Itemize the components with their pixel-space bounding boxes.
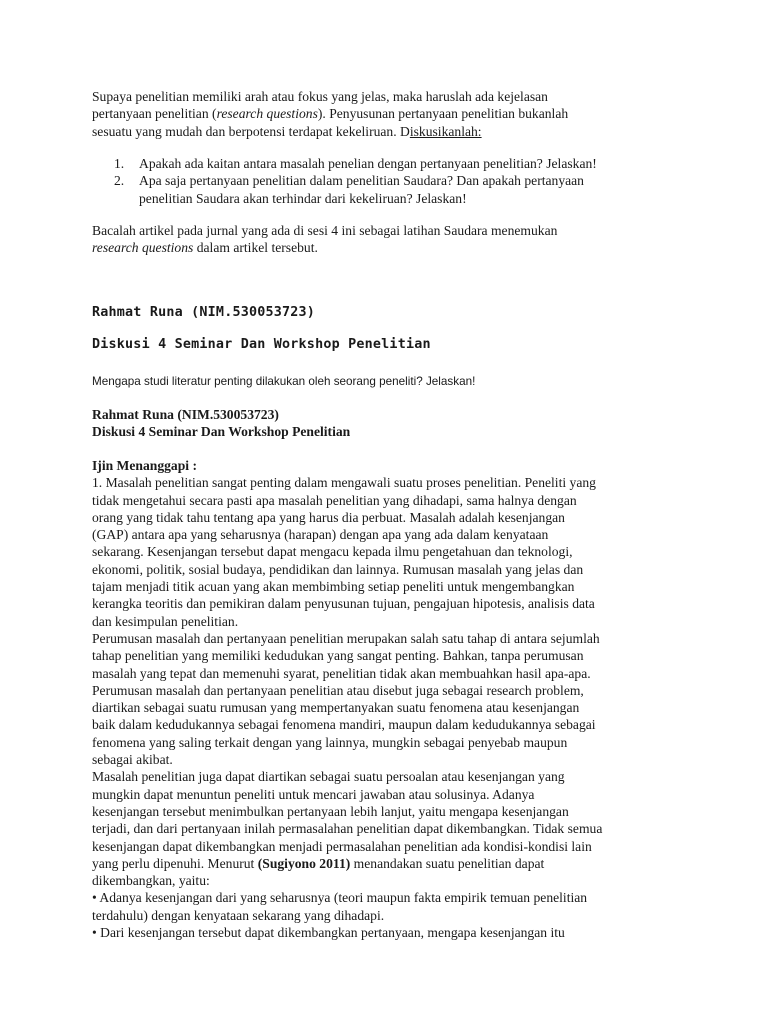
text-line: masalah yang tepat dan memenuhi syarat, penelitian tidak akan membuahkan hasil apa-apa. [92,665,591,681]
text-line: • Adanya kesenjangan dari yang seharusnya (teori maupun fakta empirik temuan penelitian [92,890,588,906]
author-name: Rahmat Runa (NIM.530053723) [92,407,279,422]
text-line: Perumusan masalah dan pertanyaan penelitian atau disebut juga sebagai research problem, [92,682,584,698]
text-line: Perumusan masalah dan pertanyaan penelitian merupakan salah satu tahap di antara sejumlah [92,630,600,646]
list-item-text: Apa saja pertanyaan penelitian dalam penelitian Saudara? Dan apakah pertanyaan [139,173,584,189]
text-line: mungkin dapat menuntun peneliti untuk mencari jawaban atau solusinya. Adanya [92,786,535,802]
reading-line: Bacalah artikel pada jurnal yang ada di sesi 4 ini sebagai latihan Saudara menemukan [92,223,558,238]
citation: (Sugiyono 2011) [257,855,351,871]
text-line: ekonomi, politik, sosial budaya, pendidikan dan lainnya. Rumusan masalah yang jelas dan [92,561,584,577]
text-line: sebagai akibat. [92,752,173,768]
intro-emphasis: research questions [216,106,318,122]
text-line: tidak mengetahui secara pasti apa masalah penelitian yang dihadapi, sama halnya dengan [92,492,577,508]
bullet-item [92,924,672,941]
text-line: Masalah penelitian juga dapat diartikan sebagai suatu persoalan atau kesenjangan yang [92,769,565,785]
text-line: kesenjangan tersebut menimbulkan pertanyaan lebih lanjut, yaitu mengapa kesenjangan [92,803,569,819]
text-line: yang perlu dipenuhi. Menurut [92,855,258,871]
question-list [92,155,672,207]
heading-author: Rahmat Runa (NIM.530053723) [92,305,316,320]
paragraph-2 [92,630,672,768]
intro-line: Supaya penelitian memiliki arah atau fokus yang jelas, maka haruslah ada kejelasan [92,89,548,104]
bullet-item [92,889,672,924]
text-line: 1. Masalah penelitian sangat penting dalam mengawali suatu proses penelitian. Peneliti yang [92,475,596,491]
intro-line: ). Penyusunan pertanyaan penelitian bukanlah [317,106,569,122]
greeting [92,457,672,474]
paragraph-3 [92,768,672,889]
text-line: diartikan sebagai suatu rumusan yang mempertanyakan suatu fenomena atau kesenjangan [92,700,580,716]
text-line: fenomena yang saling terkait dengan yang lainnya, mungkin sebagai penyebab maupun [92,734,568,750]
author-block [92,406,672,441]
list-item-number: 2. [114,173,125,189]
intro-line: sesuatu yang mudah dan berpotensi terdapat kekeliruan. D [92,123,410,139]
intro-paragraph [92,88,672,140]
list-item-text: penelitian Saudara akan terhindar dari kekeliruan? Jelaskan! [139,190,467,206]
text-line: kesenjangan dapat dikembangkan menjadi permasalahan penelitian ada kondisi-kondisi lain [92,838,592,854]
reading-line: dalam artikel tersebut. [193,240,318,256]
text-line: baik dalam kedudukannya sebagai fenomena mandiri, maupun dalam kedudukannya sebagai [92,717,596,733]
paragraph-1 [92,474,672,630]
text-line: terjadi, dan dari pertanyaan inilah permasalahan penelitian dapat dikembangkan. Tidak semua [92,821,603,837]
greeting-text: Ijin Menanggapi : [92,458,197,473]
discussion-question: Mengapa studi literatur penting dilakukan oleh seorang peneliti? Jelaskan! [92,375,476,388]
list-item [92,155,672,172]
text-line: dan kesimpulan penelitian. [92,613,239,629]
reading-emphasis: research questions [92,240,194,256]
discuss-underlined-text: iskusikanlah: [409,123,482,139]
text-line: • Dari kesenjangan tersebut dapat dikembangkan pertanyaan, mengapa kesenjangan itu [92,925,565,941]
intro-line: pertanyaan penelitian ( [92,106,217,122]
reading-instruction [92,222,672,257]
text-line: tajam menjadi titik acuan yang akan membimbing setiap peneliti untuk mengembangkan [92,579,575,595]
heading-title: Diskusi 4 Seminar Dan Workshop Penelitian [92,337,431,352]
response-body [92,457,672,941]
text-line: menandakan suatu penelitian dapat [350,855,545,871]
author-course-title: Diskusi 4 Seminar Dan Workshop Penelitian [92,424,351,440]
text-line: terdahulu) dengan kenyataan sekarang yang dihadapi. [92,907,385,923]
text-line: sekarang. Kesenjangan tersebut dapat mengacu kepada ilmu pengetahuan dan teknologi, [92,544,573,560]
text-line: dikembangkan, yaitu: [92,873,210,889]
text-line: tahap penelitian yang memiliki kedudukan yang sangat penting. Bahkan, tanpa perumusan [92,648,584,664]
list-item [92,172,672,207]
text-line: (GAP) antara apa yang seharusnya (harapan) dengan apa yang ada dalam kenyataan [92,527,549,543]
text-line: kerangka teoritis dan pemikiran dalam penyusunan tujuan, pengajuan hipotesis, analisis data [92,596,595,612]
text-line: orang yang tidak tahu tentang apa yang harus dia perbuat. Masalah adalah kesenjangan [92,509,565,525]
list-item-text: Apakah ada kaitan antara masalah penelian dengan pertanyaan penelitian? Jelaskan! [139,156,597,171]
list-item-number: 1. [114,156,125,171]
